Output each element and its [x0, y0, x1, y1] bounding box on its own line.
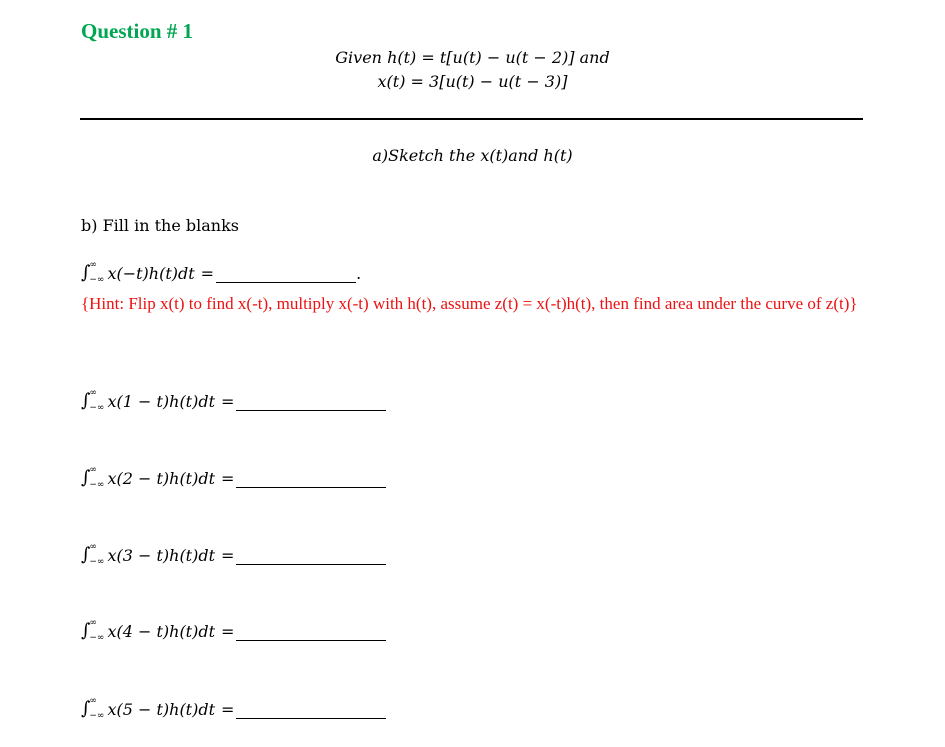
equals-sign: = — [221, 469, 235, 488]
lower-limit: −∞ — [89, 275, 105, 285]
equals-sign: = — [221, 546, 235, 565]
lower-limit: −∞ — [89, 403, 105, 413]
equals-sign: = — [221, 392, 235, 411]
integral-x-3-minus-t — [81, 544, 386, 565]
part-b-instruction: b) Fill in the blanks — [81, 216, 240, 235]
equals-sign: = — [221, 622, 235, 641]
integral-limits — [89, 696, 105, 721]
integral-expression: x(−t)h(t)dt — [107, 264, 195, 283]
hint-text: {Hint: Flip x(t) to find x(-t), multiply x(-t) with h(t), assume z(t) = x(-t)h(t), then find area under the curve of z(t)} — [81, 294, 858, 313]
answer-blank[interactable] — [236, 702, 386, 719]
integral-limits — [89, 542, 105, 567]
integral-expression: x(3 − t)h(t)dt — [107, 546, 216, 565]
integral-sign: ∫ — [81, 544, 91, 565]
given-line-1: Given h(t) = t[u(t) − u(t − 2)] and — [335, 48, 610, 67]
answer-blank[interactable] — [236, 548, 386, 565]
upper-limit: ∞ — [89, 388, 97, 398]
integral-expression: x(2 − t)h(t)dt — [107, 469, 216, 488]
upper-limit: ∞ — [89, 696, 97, 706]
lower-limit: −∞ — [89, 633, 105, 643]
integral-expression: x(5 − t)h(t)dt — [107, 700, 216, 719]
equals-sign: = — [200, 264, 215, 283]
integral-sign: ∫ — [81, 262, 91, 283]
integral-limits — [89, 260, 105, 285]
answer-blank[interactable] — [216, 266, 356, 283]
integral-sign: ∫ — [81, 467, 91, 488]
question-title: Question # 1 — [81, 19, 194, 43]
upper-limit: ∞ — [89, 465, 97, 475]
part-a-instruction: a)Sketch the x(t)and h(t) — [372, 146, 573, 165]
integral-x-1-minus-t — [81, 390, 386, 411]
integral-limits — [89, 388, 105, 413]
upper-limit: ∞ — [89, 542, 97, 552]
answer-blank[interactable] — [236, 624, 386, 641]
integral-x-4-minus-t — [81, 620, 386, 641]
integral-x-neg-t — [81, 262, 361, 283]
answer-blank[interactable] — [236, 394, 386, 411]
horizontal-rule — [80, 118, 863, 120]
given-line-2: x(t) = 3[u(t) − u(t − 3)] — [377, 72, 568, 91]
integral-x-2-minus-t — [81, 467, 386, 488]
integral-sign: ∫ — [81, 390, 91, 411]
integral-limits — [89, 465, 105, 490]
lower-limit: −∞ — [89, 480, 105, 490]
integral-limits — [89, 618, 105, 643]
equals-sign: = — [221, 700, 235, 719]
upper-limit: ∞ — [89, 618, 97, 628]
lower-limit: −∞ — [89, 711, 105, 721]
upper-limit: ∞ — [89, 260, 97, 270]
integral-sign: ∫ — [81, 620, 91, 641]
answer-blank[interactable] — [236, 471, 386, 488]
integral-x-5-minus-t — [81, 698, 386, 719]
integral-sign: ∫ — [81, 698, 91, 719]
integral-expression: x(4 − t)h(t)dt — [107, 622, 216, 641]
trailing-period: . — [356, 264, 362, 283]
integral-expression: x(1 − t)h(t)dt — [107, 392, 216, 411]
lower-limit: −∞ — [89, 557, 105, 567]
